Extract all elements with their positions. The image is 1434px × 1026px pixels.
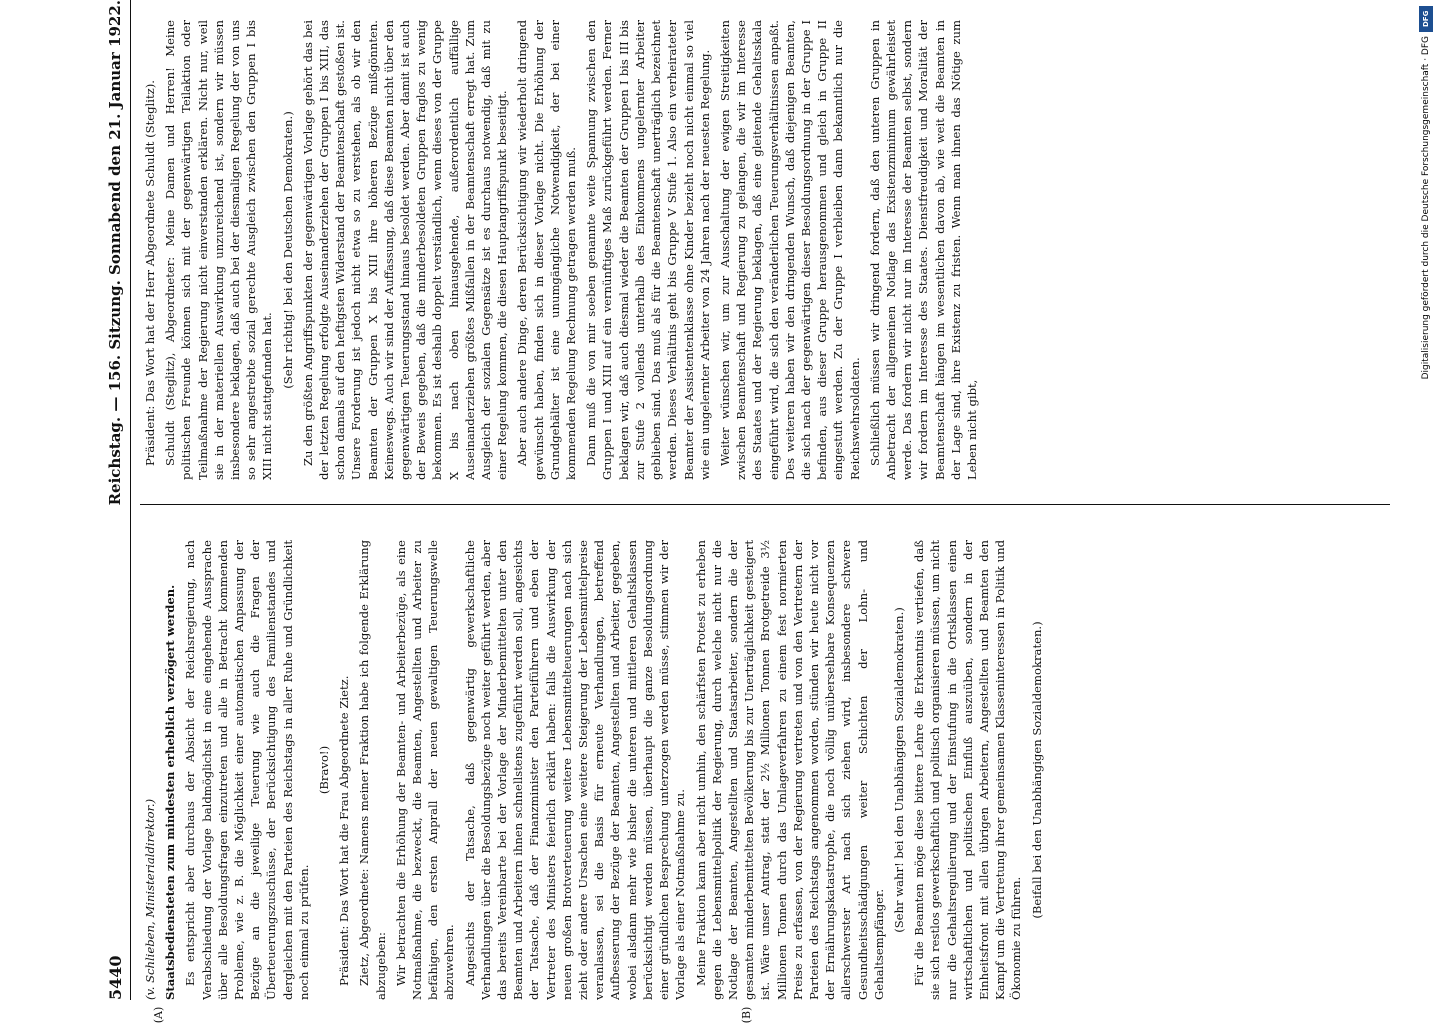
rotated-page: [100, 0, 1400, 1024]
paragraph: Zietz, Abgeordnete: Namens meiner Fraktion habe ich folgende Erklärung abzugeben:: [357, 540, 388, 1000]
page-title: Reichstag. — 156. Sitzung. Sonnabend den 21. Januar 1922.: [106, 0, 124, 506]
interjection: (Sehr richtig! bei den Deutschen Demokraten.): [280, 111, 295, 389]
paragraph: Weiter wünschen wir, um zur Ausschaltung der ewigen Streitigkeiten zwischen Beamtenschaft und Regierung zu gelangen, die wir im Interesse des Staates und der Regierung beklagen, daß eine gleitende Gehaltsskala eingeführt wird, die sich den veränderlichen Teuerungsverhältnissen anpaßt. Des weiteren haben wir den dringenden Wunsch, daß diejenigen Beamten, die sich nach der gegenwärtigen dieser Besoldungsordnung in der Gruppe I befinden, aus dieser Gruppe herausgenommen und gleich in Gruppe II eingestuft werden. Zu der Gruppe I verbleiben dann bekanntlich nur die Reichswehrsoldaten.: [717, 20, 862, 480]
interjection: (Bravo!): [317, 745, 332, 795]
interjection: (Sehr wahr! bei den Unabhängigen Sozialdemokraten.): [891, 607, 906, 933]
paragraph: Dann muß die von mir soeben genannte weite Spannung zwischen den Gruppen I und XIII auf ein vernünftiges Maß zurückgeführt werden. Ferner beklagen wir, daß auch diesmal wieder die Beamten der Gruppen I bis III bis zur Stufe 2 vollends unterhalb des Einkommens ungelernter Arbeiter geblieben sind. Das muß als für die Beamtenschaft unerträglich bezeichnet werden. Dieses Verhältnis geht bis Gruppe V Stufe 1. Also ein verheirateter Beamter der Assistentenklasse ohne Kinder bezieht noch nicht einmal so viel wie ein ungelernter Arbeiter von 24 Jahren nach der neuesten Regelung.: [584, 20, 712, 480]
paragraph: Schließlich müssen wir dringend fordern, daß den unteren Gruppen in Anbetracht der allgemeinen Notlage das Existenzminimum gewährleistet werde. Das fordern wir nicht nur im Interesse der Beamten selbst, sondern wir fordern im Interesse des Staates. Dienstfreudigkeit und Moralität der Beamtenschaft hängen im wesentlichen davon ab, wie weit die Beamten in der Lage sind, ihre Existenz zu fristen. Wenn man ihnen das Nötige zum Leben nicht gibt,: [867, 20, 979, 480]
speaker-tag: (v. Schlieben, Ministerialdirektor.): [143, 798, 157, 1000]
page-number: 5440: [105, 955, 125, 1000]
left-column: [142, 540, 1394, 1000]
margin-marker-b: (B): [740, 1006, 753, 1024]
page-header: [100, 0, 131, 1000]
president-line: Präsident: Das Wort hat die Frau Abgeordnete Zietz.: [337, 675, 352, 986]
paragraph: Angesichts der Tatsache, daß gegenwärtig gewerkschaftliche Verhandlungen über die Besoldungsbezüge noch weiter geführt werden, aber das bereits Vereinbarte bei der Vorlage der Minderbemittelten unter den Beamten und Arbeitern ihnen schnellstens zugeführt werden soll, angesichts der Tatsache, daß der Finanzminister den Parteiführern und eben der Vertreter des Ministers feierlich erklärt haben: falls die Auswirkung der neuen großen Brotverteuerung weitere Lebensmittelteuerungen nach sich zieht oder andere Ursachen eine weitere Steigerung der Lebensmittelpreise veranlassen, sei die Basis für erneute Verhandlungen, betreffend Aufbesserung der Bezüge der Beamten, Angestellten und Arbeiter, gegeben, wobei alsdann mehr wie bisher die unteren und mittleren Gehaltsklassen berücksichtigt werden müssen, überhaupt die ganze Besoldungsordnung einer gründlichen Besprechung unterzogen werden müsse, stimmen wir der Vorlage als einer Notmaßnahme zu.: [462, 540, 688, 1000]
digitization-credit: Digitalisierung gefördert durch die Deutsche Forschungsgemeinschaft · DFG: [1421, 36, 1431, 380]
paragraph: Zu den größten Angriffspunkten der gegenwärtigen Vorlage gehört das bei der letzten Regelung erfolgte Auseinanderziehen der Gruppen I bis XIII, das schon damals auf den heftigsten Widerstand der Beamtenschaft gestoßen ist. Unsere Forderung ist jedoch nicht etwa so zu verstehen, als ob wir den Beamten der Gruppen X bis XIII ihre höheren Bezüge mißgönnten. Keineswegs. Auch wir sind der Auffassung, daß diese Beamten nicht über den gegenwärtigen Teuerungsstand hinaus besoldet werden. Aber damit ist auch der Beweis gegeben, daß die minderbesoldeten Gruppen fraglos zu wenig bekommen. Es ist deshalb doppelt verständlich, wenn dieses von der Gruppe X bis nach oben hinausgehende, außerordentlich auffällige Auseinanderziehen größtes Mißfallen in der Beamtenschaft erregt hat. Zum Ausgleich der sozialen Gegensätze ist es durchaus notwendig, daß mit zu einer Regelung kommen, die diesen Hauptangriffspunkt beseitigt.: [300, 20, 510, 480]
paragraph: Schuldt (Steglitz), Abgeordneter: Meine Damen und Herren! Meine politischen Freunde können sich mit der gegenwärtigen Teilaktion oder Teilmaßnahme der Regierung nicht einverstanden erklären. Nicht nur, weil sie in der materiellen Auswirkung unzureichend ist, sondern wir müssen insbesondere beklagen, daß auch bei der diesmaligen Regelung der von uns so sehr angestrebte sozial gerechte Ausgleich zwischen den Gruppen I bis XIII nicht stattgefunden hat.: [163, 20, 275, 480]
margin-marker-a: (A): [152, 1006, 165, 1024]
paragraph: Meine Fraktion kann aber nicht umhin, den schärfsten Protest zu erheben gegen die Lebensmittelpolitik der Regierung, durch welche nicht nur die Notlage der Beamten, Angestellten und Staatsarbeiter, sondern die der gesamten minderbemittelten Bevölkerung bis zur Unerträglichkeit gesteigert ist. Wäre unser Antrag, statt der 2½ Millionen Tonnen Brotgetreide 3½ Millionen Tonnen durch das Umlageverfahren zu einem fest normierten Preise zu erfassen, von der Regierung vertreten und von den Vertretern der Parteien des Reichstags angenommen worden, stünden wir heute nicht vor der Ernährungskatastrophe, die noch völlig unübersehbare Konsequenzen allerschwerster Art nach sich ziehen wird, insbesondere schwere Gesundheitsschädigungen weiter Schichten der Lohn- und Gehaltsempfänger.: [693, 540, 886, 1000]
interjection: (Beifall bei den Unabhängigen Sozialdemokraten.): [1029, 621, 1044, 919]
paragraph: Wir betrachten die Erhöhung der Beamten- und Arbeiterbezüge, als eine Notmaßnahme, die bezweckt, die Beamten, Angestellten und Arbeiter zu befähigen, den ersten Anprall der neuen gewaltigen Teuerungswelle abzuwehren.: [393, 540, 457, 1000]
dfg-logo-text: DFG: [1422, 10, 1430, 28]
paragraph: Es entspricht aber durchaus der Absicht der Reichsregierung, nach Verabschiedung der Vorlage baldmöglichst in eine eingehende Aussprache über alle Besoldungsfragen einzutreten und alle in Betracht kommenden Probleme, wie z. B. die Möglichkeit einer automatischen Anpassung der Bezüge an die jeweilige Teuerung wie auch die Fragen der Überteuerungszuschüsse, der Berücksichtigung des Familienstandes und dergleichen mit den Parteien des Reichstags in aller Ruhe und Gründlichkeit noch einmal zu prüfen.: [183, 540, 311, 1000]
paragraph: Für die Beamten möge diese bittere Lehre die Erkenntnis vertiefen, daß sie sich restlos gewerkschaftlich und politisch organisieren müssen, um nicht nur die Gehaltsregulierung und der Einstufung in die Ortsklassen einen wirtschaftlichen und politischen Einfluß auszuüben, sondern in der Einheitsfront mit allen übrigen Arbeitern, Angestellten und Beamten den Kampf um die Vertretung ihrer gemeinsamen Klasseninteressen in Politik und Ökonomie zu führen.: [912, 540, 1024, 1000]
president-line: Präsident: Das Wort hat der Herr Abgeordnete Schuldt (Steglitz).: [143, 80, 157, 466]
right-column: [142, 20, 1394, 480]
paragraph: Staatsbediensteten zum mindesten erheblich verzögert werden.: [163, 584, 178, 1000]
paragraph: Aber auch andere Dinge, deren Berücksichtigung wir wiederholt dringend gewünscht haben, finden sich in dieser Vorlage nicht. Die Erhöhung der Grundgehälter ist eine unumgängliche Notwendigkeit, der bei einer kommenden Regelung Rechnung getragen werden muß.: [515, 20, 579, 480]
digitization-credit-bar: [1418, 0, 1434, 1000]
column-divider: [140, 504, 1390, 505]
